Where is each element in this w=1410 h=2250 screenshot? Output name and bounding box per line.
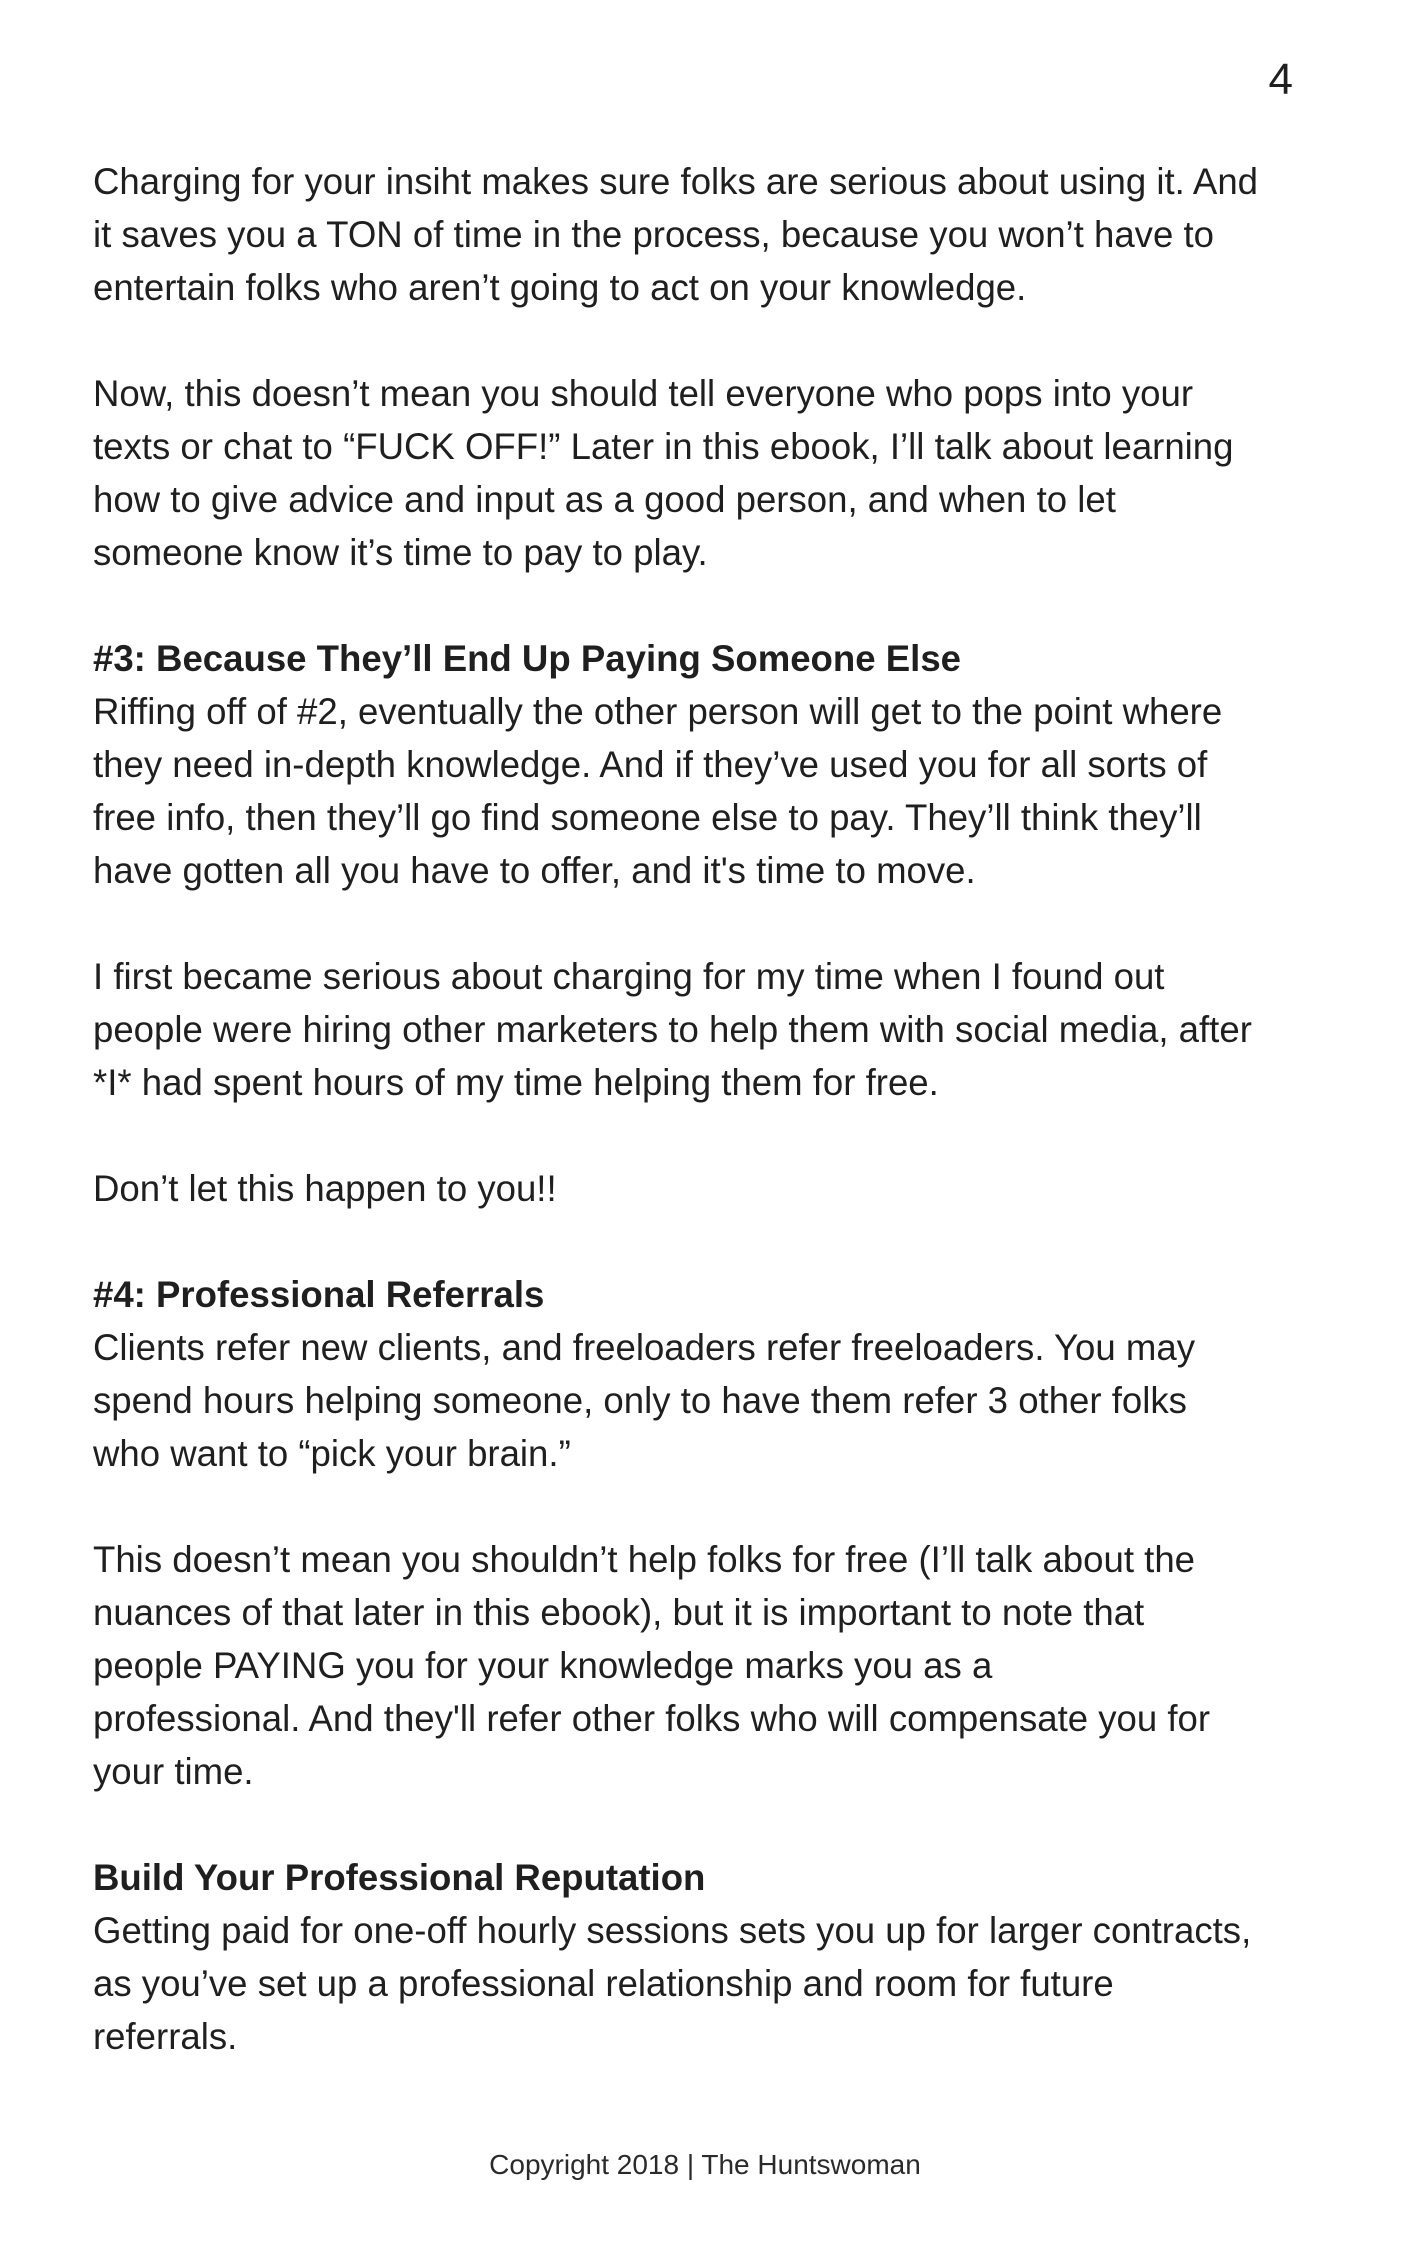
text-line: spend hours helping someone, only to have them refer 3 other folks [93,1380,1187,1421]
text-line: free info, then they’ll go find someone else to pay. They’ll think they’ll [93,797,1202,838]
text-line: it saves you a TON of time in the process, because you won’t have to [93,214,1214,255]
text-line: Clients refer new clients, and freeloaders refer freeloaders. You may [93,1327,1195,1368]
paragraph [93,1904,1343,2063]
text-line: *I* had spent hours of my time helping them for free. [93,1062,939,1103]
text-line: Now, this doesn’t mean you should tell everyone who pops into your [93,373,1194,414]
paragraph [93,685,1343,897]
text-line: I first became serious about charging for my time when I found out [93,956,1165,997]
text-line: referrals. [93,2016,238,2057]
section-heading: Build Your Professional Reputation [93,1857,706,1898]
text-line: who want to “pick your brain.” [93,1433,571,1474]
paragraph [93,155,1343,314]
text-line: as you’ve set up a professional relationship and room for future [93,1963,1114,2004]
text-line: entertain folks who aren’t going to act on your knowledge. [93,267,1027,308]
paragraph [93,367,1343,579]
section-heading: #3: Because They’ll End Up Paying Someone Else [93,638,961,679]
text-line: nuances of that later in this ebook), but it is important to note that [93,1592,1145,1633]
text-line: Riffing off of #2, eventually the other person will get to the point where [93,691,1223,732]
paragraph-spacer [93,1109,1343,1162]
paragraph-spacer [93,579,1343,632]
paragraph [93,950,1343,1109]
text-line: Getting paid for one-off hourly sessions sets you up for larger contracts, [93,1910,1252,1951]
paragraph [93,1321,1343,1480]
text-line: they need in-depth knowledge. And if they’ve used you for all sorts of [93,744,1208,785]
paragraph-spacer [93,1215,1343,1268]
paragraph-spacer [93,1798,1343,1851]
text-line: people PAYING you for your knowledge marks you as a [93,1645,993,1686]
text-line: people were hiring other marketers to help them with social media, after [93,1009,1252,1050]
text-line: Charging for your insiht makes sure folks are serious about using it. And [93,161,1258,202]
paragraph [93,1533,1343,1798]
text-line: have gotten all you have to offer, and it's time to move. [93,850,976,891]
text-line: your time. [93,1751,254,1792]
text-line: Don’t let this happen to you!! [93,1168,557,1209]
section-heading: #4: Professional Referrals [93,1274,545,1315]
paragraph-spacer [93,1480,1343,1533]
text-line: how to give advice and input as a good person, and when to let [93,479,1116,520]
text-line: professional. And they'll refer other folks who will compensate you for [93,1698,1211,1739]
page-number: 4 [1268,55,1293,104]
text-line: This doesn’t mean you shouldn’t help folks for free (I’ll talk about the [93,1539,1196,1580]
copyright-footer: Copyright 2018 | The Huntswoman [489,2149,921,2180]
paragraph [93,1162,1343,1215]
text-line: someone know it’s time to pay to play. [93,532,708,573]
page-body [93,155,1343,2063]
paragraph-spacer [93,897,1343,950]
paragraph-spacer [93,314,1343,367]
text-line: texts or chat to “FUCK OFF!” Later in this ebook, I’ll talk about learning [93,426,1234,467]
